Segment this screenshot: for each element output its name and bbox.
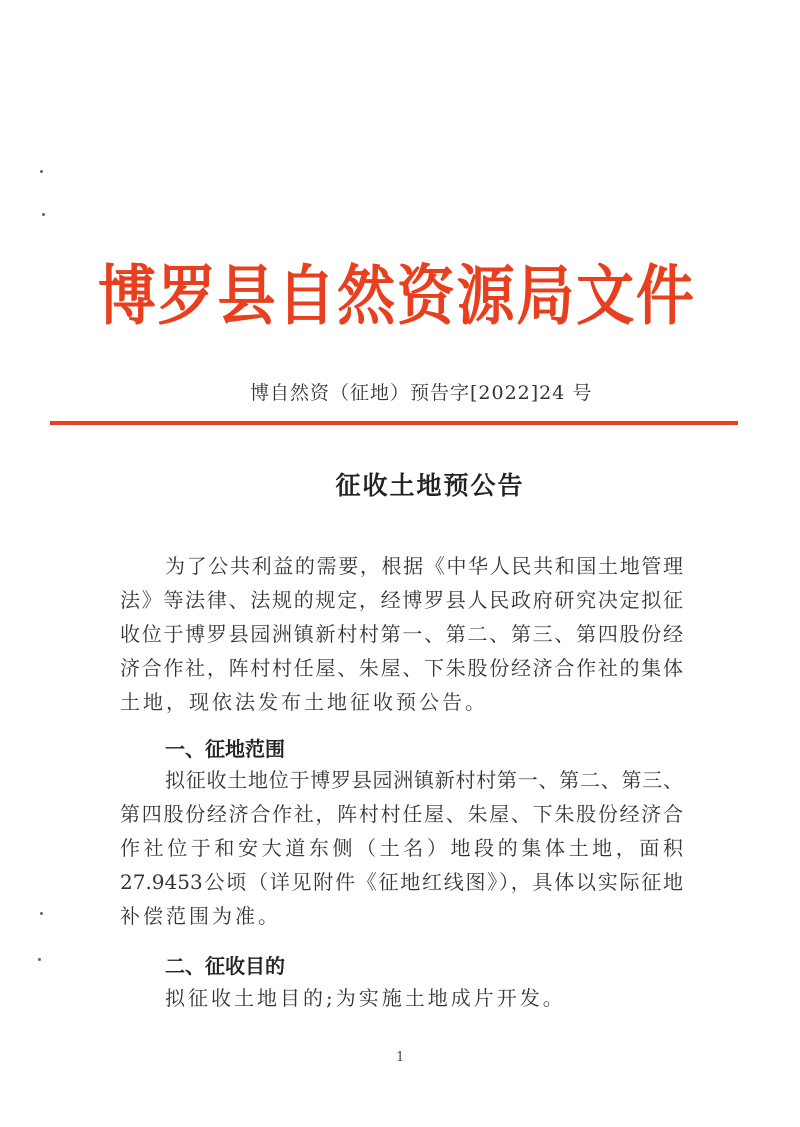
section-line: 拟征收土地目的;为实施土地成片开发。 xyxy=(165,986,566,1010)
intro-line: 为了公共利益的需要，根据《中华人民共和国土地管理 xyxy=(165,554,683,578)
section-line: 拟征收土地位于博罗县园洲镇新村村第一、第二、第三、 xyxy=(165,768,683,792)
section-line: 27.9453公顷（详见附件《征地红线图》），具体以实际征地 xyxy=(120,870,683,894)
notice-title: 征收土地预公告 xyxy=(335,471,525,500)
title-character: 局 xyxy=(516,257,575,334)
intro-line: 济合作社，阵村村任屋、朱屋、下朱股份经济合作社的集体 xyxy=(120,656,683,680)
section-heading-purpose: 二、征收目的 xyxy=(165,954,285,978)
intro-line: 法》等法律、法规的规定，经博罗县人民政府研究决定拟征 xyxy=(120,588,683,612)
title-character: 然 xyxy=(337,257,396,334)
section-line: 第四股份经济合作社，阵村村任屋、朱屋、下朱股份经济合 xyxy=(120,802,683,826)
page-number: 1 xyxy=(396,1050,405,1065)
section-line: 作社位于和安大道东侧（土名）地段的集体土地，面积 xyxy=(120,836,683,860)
title-character: 源 xyxy=(456,257,515,334)
title-character: 博 xyxy=(98,257,157,334)
intro-line: 土地，现依法发布土地征收预公告。 xyxy=(120,690,488,714)
intro-line: 收位于博罗县园洲镇新村村第一、第二、第三、第四股份经 xyxy=(120,622,683,646)
section-heading-scope: 一、征地范围 xyxy=(165,737,285,761)
red-divider-line xyxy=(50,421,738,425)
document-header-title xyxy=(98,243,694,337)
title-character: 自 xyxy=(277,257,336,334)
scan-speck xyxy=(38,958,41,961)
title-character: 县 xyxy=(217,257,276,334)
scan-speck xyxy=(40,170,43,173)
title-character: 资 xyxy=(396,257,455,334)
scan-speck xyxy=(40,912,43,915)
title-character: 罗 xyxy=(157,257,216,334)
title-character: 件 xyxy=(635,257,694,334)
section-line: 补偿范围为准。 xyxy=(120,904,281,928)
title-character: 文 xyxy=(576,257,635,334)
document-number: 博自然资（征地）预告字[2022]24 号 xyxy=(250,382,593,404)
scan-speck xyxy=(42,213,45,216)
